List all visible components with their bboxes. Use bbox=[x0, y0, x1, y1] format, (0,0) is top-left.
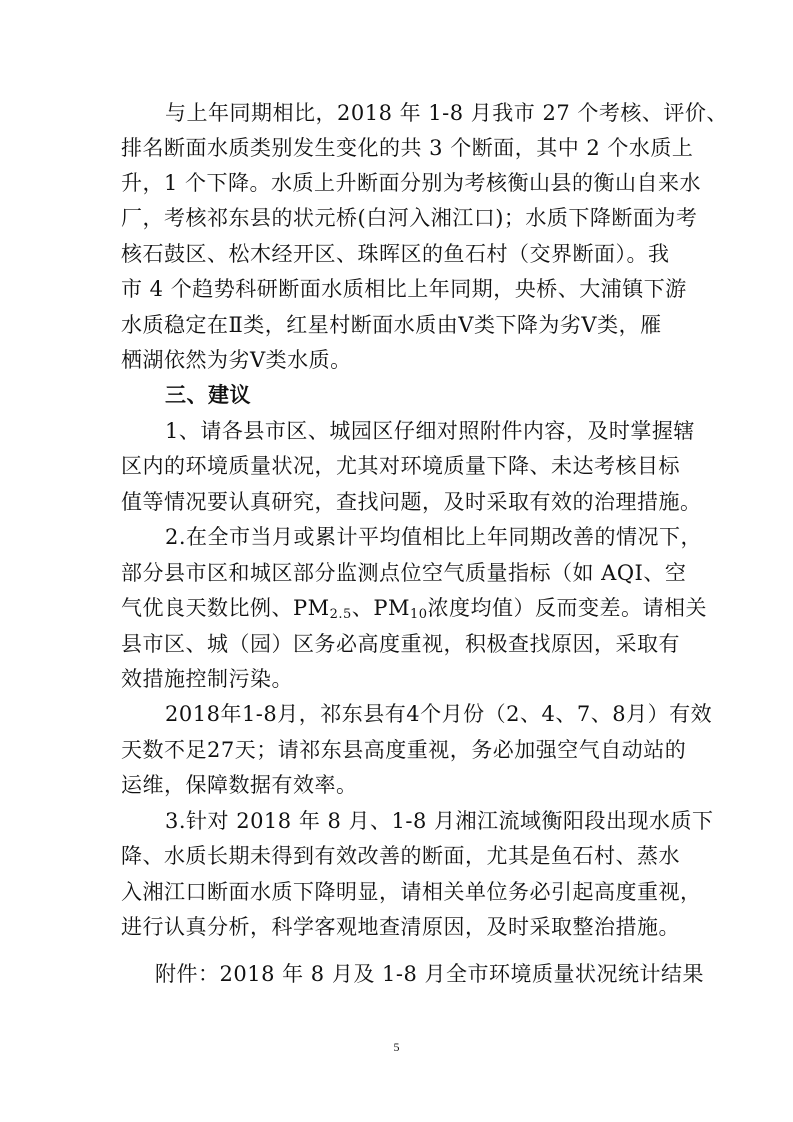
paragraph-3-line-5: 效措施控制污染。 bbox=[121, 667, 293, 691]
paragraph-3-line-3-part-b: 、PM bbox=[351, 596, 410, 620]
paragraph-1-line-5: 核石鼓区、松木经开区、珠晖区的鱼石村（交界断面）。我 bbox=[121, 242, 670, 266]
pm10-subscript: 10 bbox=[409, 607, 428, 622]
paragraph-1-line-8: 栖湖依然为劣Ⅴ类水质。 bbox=[121, 348, 352, 372]
paragraph-1-line-2: 排名断面水质类别发生变化的共 3 个断面，其中 2 个水质上 bbox=[121, 136, 694, 160]
paragraph-4-line-1: 2018年1-8月，祁东县有4个月份（2、4、7、8月）有效 bbox=[165, 702, 713, 726]
paragraph-3-line-3-part-c: 浓度均值）反而变差。请相关 bbox=[427, 596, 708, 620]
paragraph-5-line-1: 3.针对 2018 年 8 月、1-8 月湘江流域衡阳段出现水质下 bbox=[165, 809, 714, 833]
paragraph-1-line-4: 厂，考核祁东县的状元桥(白河入湘江口)；水质下降断面为考 bbox=[121, 206, 698, 230]
page-number: 5 bbox=[393, 1040, 400, 1054]
pm25-subscript: 2.5 bbox=[329, 607, 352, 622]
paragraph-4-line-3: 运维，保障数据有效率。 bbox=[121, 773, 358, 797]
paragraph-1-line-3: 升，1 个下降。水质上升断面分别为考核衡山县的衡山自来水 bbox=[121, 171, 702, 195]
attachment-note: 附件：2018 年 8 月及 1-8 月全市环境质量状况统计结果 bbox=[155, 962, 704, 986]
paragraph-3-line-3 bbox=[121, 594, 707, 622]
paragraph-3-line-1: 2.在全市当月或累计平均值相比上年同期改善的情况下， bbox=[165, 525, 703, 549]
paragraph-5-line-3: 入湘江口断面水质下降明显，请相关单位务必引起高度重视， bbox=[121, 880, 702, 904]
paragraph-5-line-4: 进行认真分析，科学客观地查清原因，及时采取整治措施。 bbox=[121, 915, 680, 939]
section-heading: 三、建议 bbox=[165, 382, 251, 407]
paragraph-3-line-2: 部分县市区和城区部分监测点位空气质量指标（如 AQI、空 bbox=[121, 561, 687, 585]
paragraph-3-line-3-part-a: 气优良天数比例、PM bbox=[121, 596, 330, 620]
paragraph-1-line-1: 与上年同期相比，2018 年 1-8 月我市 27 个考核、评价、 bbox=[165, 101, 728, 125]
paragraph-1-line-7: 水质稳定在Ⅱ类，红星村断面水质由Ⅴ类下降为劣Ⅴ类，雁 bbox=[121, 313, 662, 337]
paragraph-2-line-3: 值等情况要认真研究，查找问题，及时采取有效的治理措施。 bbox=[121, 490, 702, 514]
paragraph-2-line-2: 区内的环境质量状况，尤其对环境质量下降、未达考核目标 bbox=[121, 454, 680, 478]
paragraph-3-line-4: 县市区、城（园）区务必高度重视，积极查找原因，采取有 bbox=[121, 632, 680, 656]
paragraph-4-line-2: 天数不足27天；请祁东县高度重视，务必加强空气自动站的 bbox=[121, 738, 687, 762]
paragraph-5-line-2: 降、水质长期未得到有效改善的断面，尤其是鱼石村、蒸水 bbox=[121, 844, 680, 868]
paragraph-2-line-1: 1、请各县市区、城园区仔细对照附件内容，及时掌握辖 bbox=[165, 419, 695, 443]
paragraph-1-line-6: 市 4 个趋势科研断面水质相比上年同期，央桥、大浦镇下游 bbox=[121, 277, 687, 301]
